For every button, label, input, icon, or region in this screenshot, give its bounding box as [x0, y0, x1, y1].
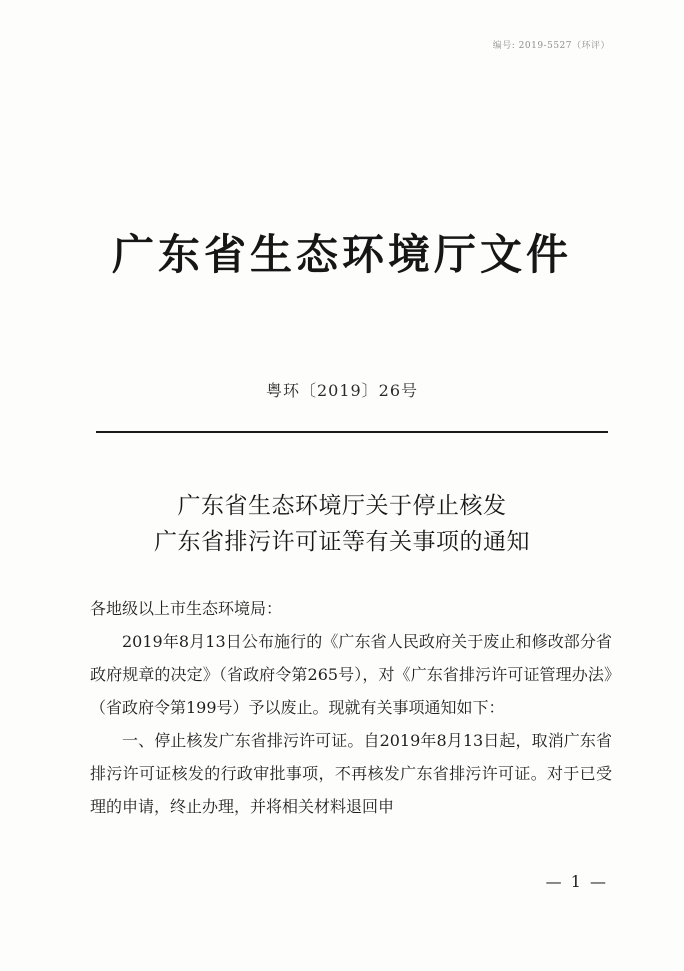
document-title: [0, 488, 684, 560]
body-paragraph-1: 2019年8月13日公布施行的《广东省人民政府关于废止和修改部分省政府规章的决定》（省政府令第265号），对《广东省排污许可证管理办法》（省政府令第199号）予以废止。现就有关事项通知如下：: [90, 632, 612, 717]
document-title-line-2: 广东省排污许可证等有关事项的通知: [154, 529, 530, 555]
document-title-line-1: 广东省生态环境厅关于停止核发: [177, 493, 507, 519]
reference-number: 粤环〔2019〕26号: [265, 381, 419, 400]
document-serial-number: 编号: 2019-5527（环评）: [492, 41, 610, 51]
document-body: [90, 592, 612, 823]
salutation: 各地级以上市生态环境局：: [90, 599, 283, 618]
header-divider: [96, 431, 608, 433]
body-paragraph-2: 一、停止核发广东省排污许可证。自2019年8月13日起，取消广东省排污许可证核发的行政审批事项，不再核发广东省排污许可证。对于已受理的申请，终止办理，并将相关材料退回申: [90, 731, 612, 816]
issuer-heading: 广东省生态环境厅文件: [111, 230, 572, 279]
page-number: — 1 —: [545, 872, 608, 891]
